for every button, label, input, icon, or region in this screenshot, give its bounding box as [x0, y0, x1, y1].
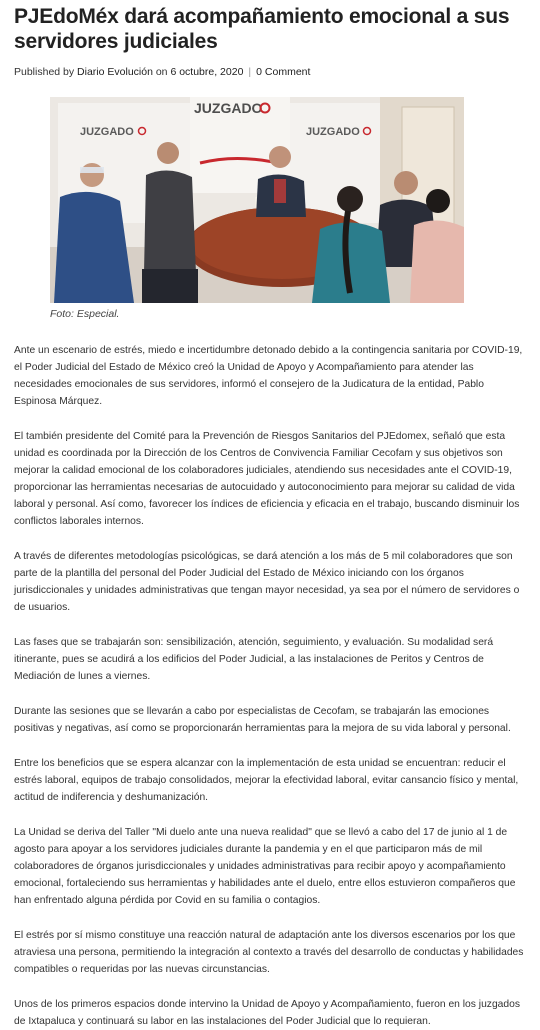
backdrop-sign-center: JUZGADO [194, 100, 263, 116]
published-by-label: Published by [14, 66, 78, 78]
article-title: PJEdoMéx dará acompañamiento emocional a sus servidores judiciales [14, 5, 510, 53]
backdrop-sign-right: JUZGADO [306, 126, 360, 138]
article-body [14, 342, 526, 1030]
paragraph: La Unidad se deriva del Taller "Mi duelo ante una nueva realidad" que se llevó a cabo del 17 de junio al 1 de agosto para apoyar a los servidores judiciales durante la pandemia y en el que participaron más de mil colaboradores de órganos jurisdiccionales y unidades administrativas para recibir apoyo y acompañamiento emocional, fortaleciendo sus herramientas y habilidades ante el duelo, entre ellos estuvieron compañeros que han enfrentado alguna pérdida por Covid en su familia o contagios. [14, 827, 516, 906]
author-link[interactable]: Diario Evolución [77, 66, 153, 78]
date-link[interactable]: 6 octubre, 2020 [170, 66, 244, 78]
backdrop-sign-left: JUZGADO [80, 126, 134, 138]
paragraph: Unos de los primeros espacios donde intervino la Unidad de Apoyo y Acompañamiento, fueron en los juzgados de Ixtapaluca y continuará su labor en las instalaciones del Poder Judicial que lo requieran. [14, 999, 521, 1027]
article-meta [14, 65, 526, 79]
date-prefix: on [152, 66, 171, 78]
meta-separator: | [248, 66, 252, 78]
paragraph: A través de diferentes metodologías psicológicas, se dará atención a los más de 5 mil colaboradores que son parte de la plantilla del personal del Poder Judicial del Estado de México iniciando con los órganos jurisdiccionales y unidades administrativas que tengan mayor necesidad, ya sea por el número de servidores o de usuarios. [14, 551, 520, 613]
paragraph: Entre los beneficios que se espera alcanzar con la implementación de esta unidad se encuentran: reducir el estrés laboral, equipos de trabajo consolidados, mejorar la efectividad laboral, evitar cansancio físico y mental, actitud de indiferencia y deshumanización. [14, 758, 519, 803]
paragraph: Las fases que se trabajarán son: sensibilización, atención, seguimiento, y evaluación. Su modalidad será itinerante, pues se acudirá a los edificios del Poder Judicial, a las instalaciones de Peritos y Centros de Mediación de lunes a viernes. [14, 637, 494, 682]
photo-caption: Foto: Especial. [50, 308, 120, 320]
comments-link[interactable]: 0 Comment [256, 66, 311, 78]
featured-figure [50, 97, 464, 321]
paragraph: El también presidente del Comité para la Prevención de Riesgos Sanitarios del PJEdomex, señaló que esta unidad es coordinada por la Dirección de los Centros de Convivencia Familiar Cecofam y sus objetivos son mejorar la calidad emocional de los colaboradores judiciales, atendiendo sus necesidades ante el COVID-19, proporcionar las herramientas necesarias de autocuidado y autoconocimiento para mejorar su calidad de vida laboral y personal. Así como, favorecer los índices de eficiencia y eficacia en el trabajo, buscando disminuir los conflictos laborales internos. [14, 431, 520, 527]
paragraph: Ante un escenario de estrés, miedo e incertidumbre detonado debido a la contingencia sanitaria por COVID-19, el Poder Judicial del Estado de México creó la Unidad de Apoyo y Acompañamiento para atender las necesidades emocionales de sus servidores, informó el consejero de la Judicatura de la entidad, Pablo Espinosa Márquez. [14, 345, 523, 407]
paragraph: Durante las sesiones que se llevarán a cabo por especialistas de Cecofam, se trabajarán las emociones positivas y negativas, así como se proporcionarán herramientas para la mejora de su vida laboral y personal. [14, 706, 511, 734]
featured-photo [50, 97, 464, 303]
meeting-photo-illustration [50, 97, 464, 303]
paragraph: El estrés por sí mismo constituye una reacción natural de adaptación ante los diversos escenarios por los que atraviesa una persona, permitiendo la integración al contexto a través del desarrollo de conductas y habilidades compatibles o requeridas por las nuevas circunstancias. [14, 930, 524, 975]
